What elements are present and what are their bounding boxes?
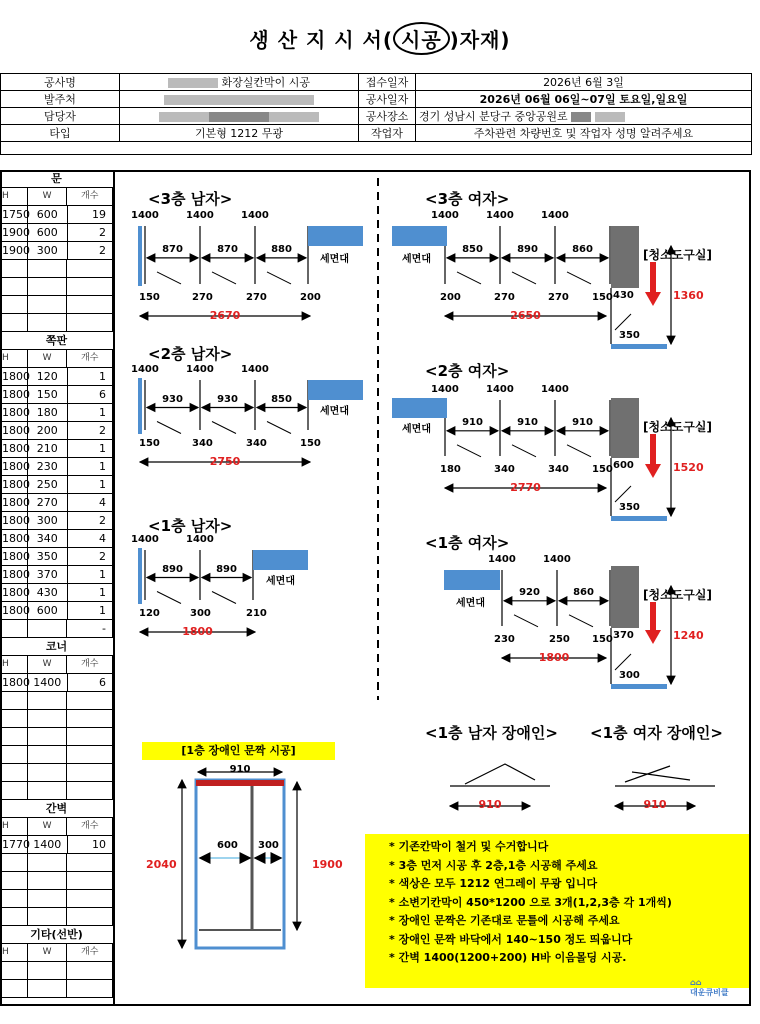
door-width-label: 910 <box>517 416 538 428</box>
sidebar-section-title: 간벽 <box>0 800 113 818</box>
sidebar-cell: 1800 <box>2 676 30 689</box>
header-value: 주차관련 차량번호 및 작업자 성명 알려주세요 <box>416 125 752 142</box>
header-value: 경기 성남시 분당구 중앙공원로 <box>416 108 752 125</box>
accessible-width-label: 910 <box>478 798 502 811</box>
height-label: 1240 <box>673 629 704 642</box>
corner-dim-label: 350 <box>619 330 640 341</box>
bottom-dim-label: 270 <box>192 292 213 303</box>
bottom-dim-label: 200 <box>300 292 321 303</box>
sidebar-col-label: W <box>28 350 68 367</box>
wall-line <box>138 378 142 434</box>
door-width-label: 910 <box>462 416 483 428</box>
sidebar-col-label: W <box>28 944 68 961</box>
header-key: 접수일자 <box>359 74 416 91</box>
basin-shape <box>308 226 363 246</box>
height-label: 1520 <box>673 461 704 474</box>
header-key: 타입 <box>1 125 120 142</box>
door-width-label: 920 <box>519 586 540 598</box>
header-key: 공사명 <box>1 74 120 91</box>
door-swing <box>212 592 236 604</box>
sidebar-cell: 4 <box>68 530 114 547</box>
header-key: 담당자 <box>1 108 120 125</box>
accessible-symbol <box>615 766 715 786</box>
side-dim-label: 370 <box>613 630 634 641</box>
floor-label: <1층 여자> <box>425 534 510 552</box>
sidebar-cell: 1 <box>68 584 114 601</box>
total-width-label: 2770 <box>510 481 541 494</box>
width-label: 1400 <box>431 384 459 395</box>
bottom-dim-label: 200 <box>440 292 461 303</box>
bottom-dim-label: 340 <box>548 464 569 475</box>
door-width-label: 890 <box>162 563 183 575</box>
sidebar-cell: 1900 <box>2 226 30 239</box>
accessible-door-frame <box>196 780 284 948</box>
sidebar-cell: 1 <box>68 404 114 421</box>
sidebar-cell: 1800 <box>2 460 30 473</box>
door-width-label: 890 <box>216 563 237 575</box>
total-width-label: 2650 <box>510 309 541 322</box>
door-swing <box>615 486 631 502</box>
basin-label: 세면대 <box>320 406 349 417</box>
floor-label: <2층 남자> <box>148 345 233 363</box>
sidebar-cell: 1800 <box>2 442 30 455</box>
sidebar-section-title: 기타(선반) <box>0 926 113 944</box>
sidebar-cell: 2 <box>68 548 114 565</box>
basin-label: 세면대 <box>320 254 349 265</box>
header-value: 2026년 06월 06일~07일 토요일,일요일 <box>416 91 752 108</box>
red-arrow-head <box>645 292 661 306</box>
door-width-label: 930 <box>217 393 238 405</box>
sidebar-cell: 600 <box>28 224 68 241</box>
door-swing <box>157 422 181 434</box>
sidebar-col-label: 개수 <box>67 818 113 835</box>
sidebar-cell: 350 <box>28 548 68 565</box>
door-swing <box>212 422 236 434</box>
door-swing <box>514 615 538 627</box>
door-width-label: 910 <box>572 416 593 428</box>
sidebar-cell: 1800 <box>2 532 30 545</box>
floor-line <box>611 684 667 689</box>
note-line: * 장애인 문짝은 기존대로 문틀에 시공해 주세요 <box>389 914 620 927</box>
bottom-dim-label: 210 <box>246 608 267 619</box>
note-line: * 소변기칸막이 450*1200 으로 3개(1,2,3층 각 1개씩) <box>389 895 672 909</box>
door-swing <box>457 445 481 457</box>
sidebar-cell: 230 <box>28 458 68 475</box>
sidebar-cell: 300 <box>28 512 68 529</box>
sidebar-cell: - <box>67 620 113 637</box>
sidebar-col-label: 개수 <box>67 350 113 367</box>
sidebar-cell: 1800 <box>2 496 30 509</box>
bottom-dim-label: 150 <box>592 464 613 475</box>
door-width-label: 870 <box>217 243 238 255</box>
note-line: * 색상은 모두 1212 연그레이 무광 입니다 <box>389 877 598 890</box>
header-key: 공사장소 <box>359 108 416 125</box>
company-logo: ⌂⌂ 대운큐비클 <box>690 978 729 997</box>
total-width-label: 2750 <box>209 455 241 468</box>
door-swing <box>569 615 593 627</box>
floor-label: <2층 여자> <box>425 362 510 380</box>
floor-label: <3층 여자> <box>425 190 510 208</box>
header-key: 작업자 <box>359 125 416 142</box>
door-height-label: 1900 <box>312 858 343 871</box>
basin-shape <box>308 380 363 400</box>
door-swing <box>267 272 291 284</box>
sidebar-cell: 1770 <box>2 838 30 851</box>
sidebar-cell: 340 <box>28 530 68 547</box>
sidebar-cell: 1800 <box>2 514 30 527</box>
sidebar-cell: 250 <box>28 476 68 493</box>
total-width-label: 1800 <box>182 625 213 638</box>
red-arrow-head <box>645 464 661 478</box>
sidebar-cell: 2 <box>68 422 114 439</box>
cleaning-room-label: [청소도구실] <box>643 588 712 602</box>
door-width-label: 850 <box>462 243 483 255</box>
door-width-label: 930 <box>162 393 183 405</box>
side-dim-label: 600 <box>613 460 634 471</box>
basin-shape <box>392 226 447 246</box>
sidebar-cell: 10 <box>68 836 114 853</box>
panel-width-label: 600 <box>217 840 238 851</box>
sidebar-cell: 600 <box>28 206 68 223</box>
bottom-dim-label: 150 <box>139 438 160 449</box>
bottom-dim-label: 340 <box>494 464 515 475</box>
bottom-dim-label: 150 <box>300 438 321 449</box>
door-width-label: 880 <box>271 243 292 255</box>
panel-width-label: 300 <box>258 840 279 851</box>
sidebar-col-label: 개수 <box>67 656 113 673</box>
door-swing <box>615 654 631 670</box>
sidebar-cell: 210 <box>28 440 68 457</box>
red-arrow-shaft <box>650 434 656 464</box>
corner-dim-label: 350 <box>619 502 640 513</box>
sidebar-section-title: 쪽판 <box>0 332 113 350</box>
note-line: * 장애인 문짝 바닥에서 140~150 정도 띄웁니다 <box>389 932 633 946</box>
sidebar-cell: 6 <box>68 386 114 403</box>
sidebar-col-label: W <box>28 188 68 205</box>
note-line: * 기존칸막이 철거 및 수거합니다 <box>389 840 549 853</box>
bottom-dim-label: 300 <box>190 608 211 619</box>
door-width-label: 870 <box>162 243 183 255</box>
sidebar-cell: 1800 <box>2 604 30 617</box>
sidebar-col-label: H <box>0 944 28 961</box>
sidebar-cell: 270 <box>28 494 68 511</box>
sidebar-section-title: 문 <box>0 170 113 188</box>
total-width-label: 1800 <box>538 651 570 664</box>
accessible-label: <1층 남자 장애인> <box>425 724 558 742</box>
header-key: 발주처 <box>1 91 120 108</box>
sidebar-cell: 180 <box>28 404 68 421</box>
width-label: 1400 <box>486 384 514 395</box>
bottom-dim-label: 270 <box>548 292 569 303</box>
basin-label: 세면대 <box>456 598 485 609</box>
sidebar-cell: 1800 <box>2 424 30 437</box>
sidebar-section-title: 코너 <box>0 638 113 656</box>
width-label: 1400 <box>186 534 214 545</box>
sidebar-cell: 1800 <box>2 406 30 419</box>
closet-gray-panel <box>611 566 639 628</box>
door-swing <box>512 445 536 457</box>
width-label: 1400 <box>131 534 159 545</box>
sidebar-cell: 600 <box>28 602 68 619</box>
width-label: 1400 <box>186 210 214 221</box>
sidebar-col-label: H <box>0 188 28 205</box>
door-width-label: 850 <box>271 393 292 405</box>
sidebar-cell: 1750 <box>2 208 30 221</box>
basin-label: 세면대 <box>402 254 431 265</box>
sidebar-col-label: H <box>0 656 28 673</box>
width-label: 1400 <box>131 210 159 221</box>
sidebar-cell: 1800 <box>2 478 30 491</box>
width-label: 1400 <box>431 210 459 221</box>
floor-line <box>611 344 667 349</box>
sidebar-cell: 150 <box>28 386 68 403</box>
red-arrow-head <box>645 630 661 644</box>
door-swing <box>567 445 591 457</box>
basin-label: 세면대 <box>402 424 431 435</box>
accessible-symbol <box>450 764 550 786</box>
bottom-dim-label: 270 <box>246 292 267 303</box>
bottom-dim-label: 180 <box>440 464 461 475</box>
sidebar-cell: 1 <box>68 566 114 583</box>
basin-shape <box>392 398 447 418</box>
width-label: 1400 <box>541 210 569 221</box>
door-width-label: 910 <box>229 764 251 775</box>
floor-line <box>611 516 667 521</box>
sidebar-cell: 2 <box>68 242 114 259</box>
door-swing <box>157 272 181 284</box>
sidebar-cell: 2 <box>68 224 114 241</box>
width-label: 1400 <box>131 364 159 375</box>
sidebar-col-label: H <box>0 350 28 367</box>
door-swing <box>567 272 591 284</box>
total-width-label: 2670 <box>209 309 241 322</box>
sidebar-col-label: W <box>28 818 68 835</box>
sidebar-cell: 1900 <box>2 244 30 257</box>
sidebar-cell: 1 <box>68 368 114 385</box>
width-label: 1400 <box>241 210 269 221</box>
circled-title-word: 시공 <box>393 22 450 55</box>
sidebar-cell: 1 <box>68 458 114 475</box>
door-swing <box>512 272 536 284</box>
closet-gray-panel <box>611 226 639 288</box>
sidebar-col-label: 개수 <box>67 944 113 961</box>
bottom-dim-label: 150 <box>592 292 613 303</box>
basin-label: 세면대 <box>266 576 295 587</box>
bottom-dim-label: 150 <box>139 292 160 303</box>
sidebar-cell: 430 <box>28 584 68 601</box>
sidebar-cell: 120 <box>28 368 68 385</box>
door-swing <box>157 592 181 604</box>
sidebar-col-label: H <box>0 818 28 835</box>
corner-dim-label: 300 <box>619 670 640 681</box>
header-key: 공사일자 <box>359 91 416 108</box>
basin-shape <box>253 550 308 570</box>
door-swing <box>615 314 631 330</box>
sidebar-cell: 6 <box>68 674 114 691</box>
bottom-dim-label: 150 <box>592 634 613 645</box>
height-label: 1360 <box>673 289 704 302</box>
sidebar-cell: 1 <box>68 440 114 457</box>
accessible-label: <1층 여자 장애인> <box>590 724 723 742</box>
header-value: 기본형 1212 무광 <box>120 125 359 142</box>
sidebar-cell: 1400 <box>28 674 68 691</box>
note-line: * 3층 먼저 시공 후 2층,1층 시공해 주세요 <box>389 858 598 872</box>
wall-line <box>138 548 142 604</box>
width-label: 1400 <box>241 364 269 375</box>
sidebar-cell: 1 <box>68 476 114 493</box>
sidebar-cell: 370 <box>28 566 68 583</box>
sidebar-col-label: W <box>28 656 68 673</box>
width-label: 1400 <box>541 384 569 395</box>
bottom-dim-label: 250 <box>549 634 570 645</box>
width-label: 1400 <box>543 554 571 565</box>
accessible-door-title: [1층 장애인 문짝 시공] <box>142 742 335 760</box>
bottom-dim-label: 270 <box>494 292 515 303</box>
door-swing <box>267 422 291 434</box>
width-label: 1400 <box>486 210 514 221</box>
width-label: 1400 <box>488 554 516 565</box>
sidebar-cell: 1800 <box>2 550 30 563</box>
wall-line <box>138 226 142 286</box>
width-label: 1400 <box>186 364 214 375</box>
notes-box <box>365 834 749 988</box>
sidebar-cell: 4 <box>68 494 114 511</box>
header-value: 2026년 6월 3일 <box>416 74 752 91</box>
sidebar-cell: 1800 <box>2 568 30 581</box>
bottom-dim-label: 230 <box>494 634 515 645</box>
red-arrow-shaft <box>650 262 656 292</box>
door-height-label: 2040 <box>146 858 177 871</box>
door-width-label: 860 <box>573 586 594 598</box>
sidebar-cell: 1400 <box>28 836 68 853</box>
sidebar-cell: 1 <box>68 602 114 619</box>
door-swing <box>212 272 236 284</box>
sidebar-cell: 1800 <box>2 370 30 383</box>
door-width-label: 890 <box>517 243 538 255</box>
bottom-dim-label: 340 <box>246 438 267 449</box>
sidebar-cell: 200 <box>28 422 68 439</box>
cleaning-room-label: [청소도구실] <box>643 420 712 434</box>
side-dim-label: 430 <box>613 290 634 301</box>
basin-shape <box>444 570 500 590</box>
cleaning-room-label: [청소도구실] <box>643 248 712 262</box>
note-line: * 간벽 1400(1200+200) H바 이음몰딩 시공. <box>389 951 627 964</box>
red-arrow-shaft <box>650 602 656 630</box>
door-swing <box>457 272 481 284</box>
sidebar-cell: 2 <box>68 512 114 529</box>
page-title: 생 산 지 시 서( 시공 )자재) <box>0 22 760 55</box>
closet-gray-panel <box>611 398 639 458</box>
sidebar-cell: 19 <box>68 206 114 223</box>
sidebar-cell: 300 <box>28 242 68 259</box>
sidebar-cell: 1800 <box>2 586 30 599</box>
sidebar-cell: 1800 <box>2 388 30 401</box>
header-value: 화장실칸막이 시공 <box>120 74 359 91</box>
floor-label: <1층 남자> <box>148 517 233 535</box>
bottom-dim-label: 340 <box>192 438 213 449</box>
bottom-dim-label: 120 <box>139 608 160 619</box>
floor-label: <3층 남자> <box>148 190 233 208</box>
accessible-width-label: 910 <box>643 798 667 811</box>
sidebar-col-label: 개수 <box>67 188 113 205</box>
door-width-label: 860 <box>572 243 593 255</box>
door-top-bar <box>196 780 284 786</box>
